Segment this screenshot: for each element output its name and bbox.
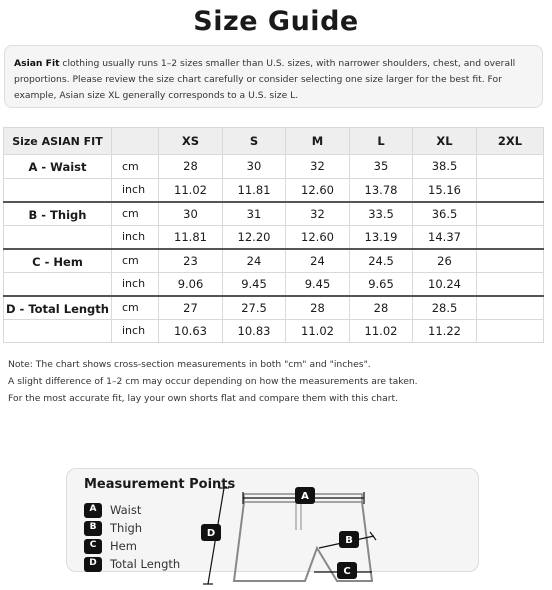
value-cell: 12.20	[223, 225, 286, 249]
measurement-points-title: Measurement Points	[84, 477, 236, 492]
size-header: XS	[159, 128, 223, 155]
legend-label: Waist	[110, 503, 142, 517]
value-cell	[477, 272, 544, 296]
measure-name: D - Total Length	[4, 296, 112, 320]
value-cell	[477, 296, 544, 320]
measure-name: C - Hem	[4, 249, 112, 273]
table-header-row	[4, 128, 544, 155]
value-cell: 9.06	[159, 272, 223, 296]
notice-bold: Asian Fit	[14, 58, 60, 69]
value-cell: 11.02	[350, 319, 413, 343]
legend-item	[84, 519, 180, 537]
table-row	[4, 178, 544, 202]
value-cell: 38.5	[413, 155, 477, 179]
value-cell: 11.81	[159, 225, 223, 249]
table-row	[4, 272, 544, 296]
value-cell: 31	[223, 202, 286, 226]
table-row	[4, 202, 544, 226]
value-cell: 27	[159, 296, 223, 320]
table-row	[4, 155, 544, 179]
measurement-legend	[84, 501, 180, 573]
diagram-badge-b-icon	[339, 531, 359, 548]
svg-text:C: C	[343, 566, 351, 577]
value-cell: 32	[286, 202, 350, 226]
value-cell: 10.83	[223, 319, 286, 343]
value-cell: 9.65	[350, 272, 413, 296]
unit-cell: cm	[112, 296, 159, 320]
legend-label: Hem	[110, 539, 137, 553]
notice-text: clothing usually runs 1–2 sizes smaller than U.S. sizes, with narrower shoulders, chest, and overall proportions. Please review the size chart carefully or consider selecting one size larger for the best fit. For example, Asian size XL generally corresponds to a U.S. size L.	[14, 58, 516, 101]
value-cell: 11.22	[413, 319, 477, 343]
value-cell: 33.5	[350, 202, 413, 226]
value-cell: 28	[350, 296, 413, 320]
note-line: A slight difference of 1–2 cm may occur depending on how the measurements are taken.	[8, 376, 418, 387]
unit-cell: inch	[112, 225, 159, 249]
shorts-diagram	[196, 478, 386, 590]
table-corner: Size ASIAN FIT	[4, 128, 112, 155]
value-cell: 13.78	[350, 178, 413, 202]
value-cell: 12.60	[286, 225, 350, 249]
value-cell: 27.5	[223, 296, 286, 320]
value-cell	[477, 202, 544, 226]
table-row	[4, 249, 544, 273]
unit-cell: inch	[112, 178, 159, 202]
diagram-badge-a-icon	[295, 487, 315, 504]
value-cell: 11.02	[286, 319, 350, 343]
legend-item	[84, 537, 180, 555]
measure-spacer	[4, 319, 112, 343]
value-cell: 9.45	[286, 272, 350, 296]
value-cell	[477, 155, 544, 179]
value-cell: 24	[223, 249, 286, 273]
table-row	[4, 296, 544, 320]
legend-item	[84, 501, 180, 519]
value-cell	[477, 249, 544, 273]
value-cell	[477, 225, 544, 249]
measure-spacer	[4, 272, 112, 296]
note-line: Note: The chart shows cross-section measurements in both "cm" and "inches".	[8, 359, 371, 370]
measurement-notes	[8, 356, 418, 407]
value-cell: 11.02	[159, 178, 223, 202]
badge-b-icon: B	[84, 521, 102, 536]
value-cell: 36.5	[413, 202, 477, 226]
value-cell: 35	[350, 155, 413, 179]
measure-spacer	[4, 178, 112, 202]
table-row	[4, 225, 544, 249]
measure-spacer	[4, 225, 112, 249]
value-cell: 30	[159, 202, 223, 226]
unit-cell: cm	[112, 202, 159, 226]
table-row	[4, 319, 544, 343]
value-cell: 24.5	[350, 249, 413, 273]
size-table	[3, 127, 544, 343]
measure-name: A - Waist	[4, 155, 112, 179]
value-cell: 13.19	[350, 225, 413, 249]
value-cell: 28	[286, 296, 350, 320]
unit-header	[112, 128, 159, 155]
legend-label: Total Length	[110, 557, 181, 571]
value-cell: 28.5	[413, 296, 477, 320]
value-cell: 9.45	[223, 272, 286, 296]
size-header: 2XL	[477, 128, 544, 155]
unit-cell: inch	[112, 272, 159, 296]
value-cell: 26	[413, 249, 477, 273]
unit-cell: cm	[112, 155, 159, 179]
value-cell: 15.16	[413, 178, 477, 202]
value-cell	[477, 319, 544, 343]
value-cell: 23	[159, 249, 223, 273]
asian-fit-notice	[4, 45, 543, 108]
value-cell: 11.81	[223, 178, 286, 202]
value-cell: 24	[286, 249, 350, 273]
value-cell: 12.60	[286, 178, 350, 202]
diagram-badge-c-icon	[337, 562, 357, 579]
value-cell: 28	[159, 155, 223, 179]
svg-text:D: D	[206, 528, 216, 539]
value-cell: 30	[223, 155, 286, 179]
size-header: L	[350, 128, 413, 155]
value-cell: 32	[286, 155, 350, 179]
value-cell: 10.24	[413, 272, 477, 296]
unit-cell: cm	[112, 249, 159, 273]
badge-d-icon: D	[84, 557, 102, 572]
size-header: XL	[413, 128, 477, 155]
note-line: For the most accurate fit, lay your own shorts flat and compare them with this chart.	[8, 393, 399, 404]
measure-name: B - Thigh	[4, 202, 112, 226]
svg-text:B: B	[345, 535, 353, 546]
value-cell: 10.63	[159, 319, 223, 343]
diagram-badge-d-icon	[201, 524, 221, 541]
page-title: Size Guide	[193, 6, 359, 37]
legend-label: Thigh	[110, 521, 143, 535]
unit-cell: inch	[112, 319, 159, 343]
size-header: M	[286, 128, 350, 155]
legend-item	[84, 555, 180, 573]
svg-text:A: A	[301, 491, 309, 502]
value-cell: 14.37	[413, 225, 477, 249]
size-header: S	[223, 128, 286, 155]
badge-c-icon: C	[84, 539, 102, 554]
value-cell	[477, 178, 544, 202]
badge-a-icon: A	[84, 503, 102, 518]
